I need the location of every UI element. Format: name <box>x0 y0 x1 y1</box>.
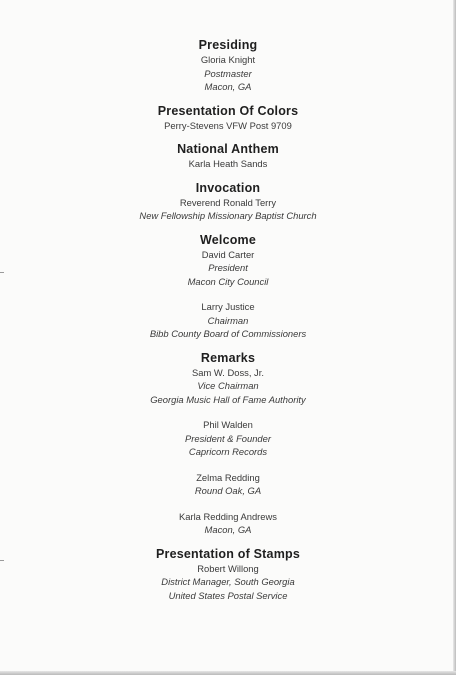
person-title: Postmaster <box>204 67 252 79</box>
person-affiliation: Macon City Council <box>187 275 269 287</box>
section-presentation-of-colors <box>0 104 456 133</box>
section-heading: Invocation <box>195 180 261 195</box>
person-affiliation: Bibb County Board of Commissioners <box>149 328 307 339</box>
person-title: President <box>208 262 248 273</box>
person-affiliation: Georgia Music Hall of Fame Authority <box>150 393 306 405</box>
section-presiding <box>0 38 456 94</box>
person-affiliation: Capricorn Records <box>188 446 268 457</box>
person-name: Reverend Ronald Terry <box>179 196 277 208</box>
person-name: Zelma Redding <box>196 471 260 483</box>
person-name: Karla Redding Andrews <box>179 510 277 522</box>
person-title: President & Founder <box>185 432 271 444</box>
person-affiliation: New Fellowship Missionary Baptist Church <box>139 210 317 221</box>
person-name: Karla Heath Sands <box>188 158 268 169</box>
page-edge-bottom <box>0 671 456 675</box>
person-entry <box>0 366 456 407</box>
section-welcome <box>0 233 456 341</box>
person-location: Round Oak, GA <box>194 485 262 496</box>
program-content <box>0 38 456 612</box>
person-entry <box>0 471 456 498</box>
section-heading: Presentation of Stamps <box>155 546 300 561</box>
person-name: Phil Walden <box>203 419 253 430</box>
person-entry <box>0 418 456 459</box>
person-name: Gloria Knight <box>200 54 256 65</box>
section-heading: National Anthem <box>177 142 279 156</box>
section-heading: Remarks <box>200 350 256 365</box>
person-title: District Manager, South Georgia <box>161 576 295 587</box>
section-national-anthem <box>0 142 456 171</box>
section-heading: Welcome <box>199 232 257 247</box>
person-name: Sam W. Doss, Jr. <box>192 366 264 378</box>
person-affiliation: United States Postal Service <box>168 589 288 601</box>
person-name: Larry Justice <box>201 301 255 312</box>
person-title: Vice Chairman <box>197 380 259 391</box>
section-invocation <box>0 181 456 223</box>
section-heading: Presiding <box>198 38 258 52</box>
person-name: Perry-Stevens VFW Post 9709 <box>164 119 292 131</box>
section-remarks <box>0 351 456 537</box>
section-presentation-of-stamps <box>0 547 456 603</box>
person-entry <box>0 248 456 289</box>
person-entry <box>0 510 456 537</box>
person-entry <box>0 300 456 341</box>
person-title: Chairman <box>207 314 249 326</box>
person-name: Robert Willong <box>197 562 259 574</box>
person-location: Macon, GA <box>204 524 252 535</box>
section-heading: Presentation Of Colors <box>157 103 299 118</box>
person-location: Macon, GA <box>204 81 252 92</box>
person-name: David Carter <box>201 248 255 260</box>
